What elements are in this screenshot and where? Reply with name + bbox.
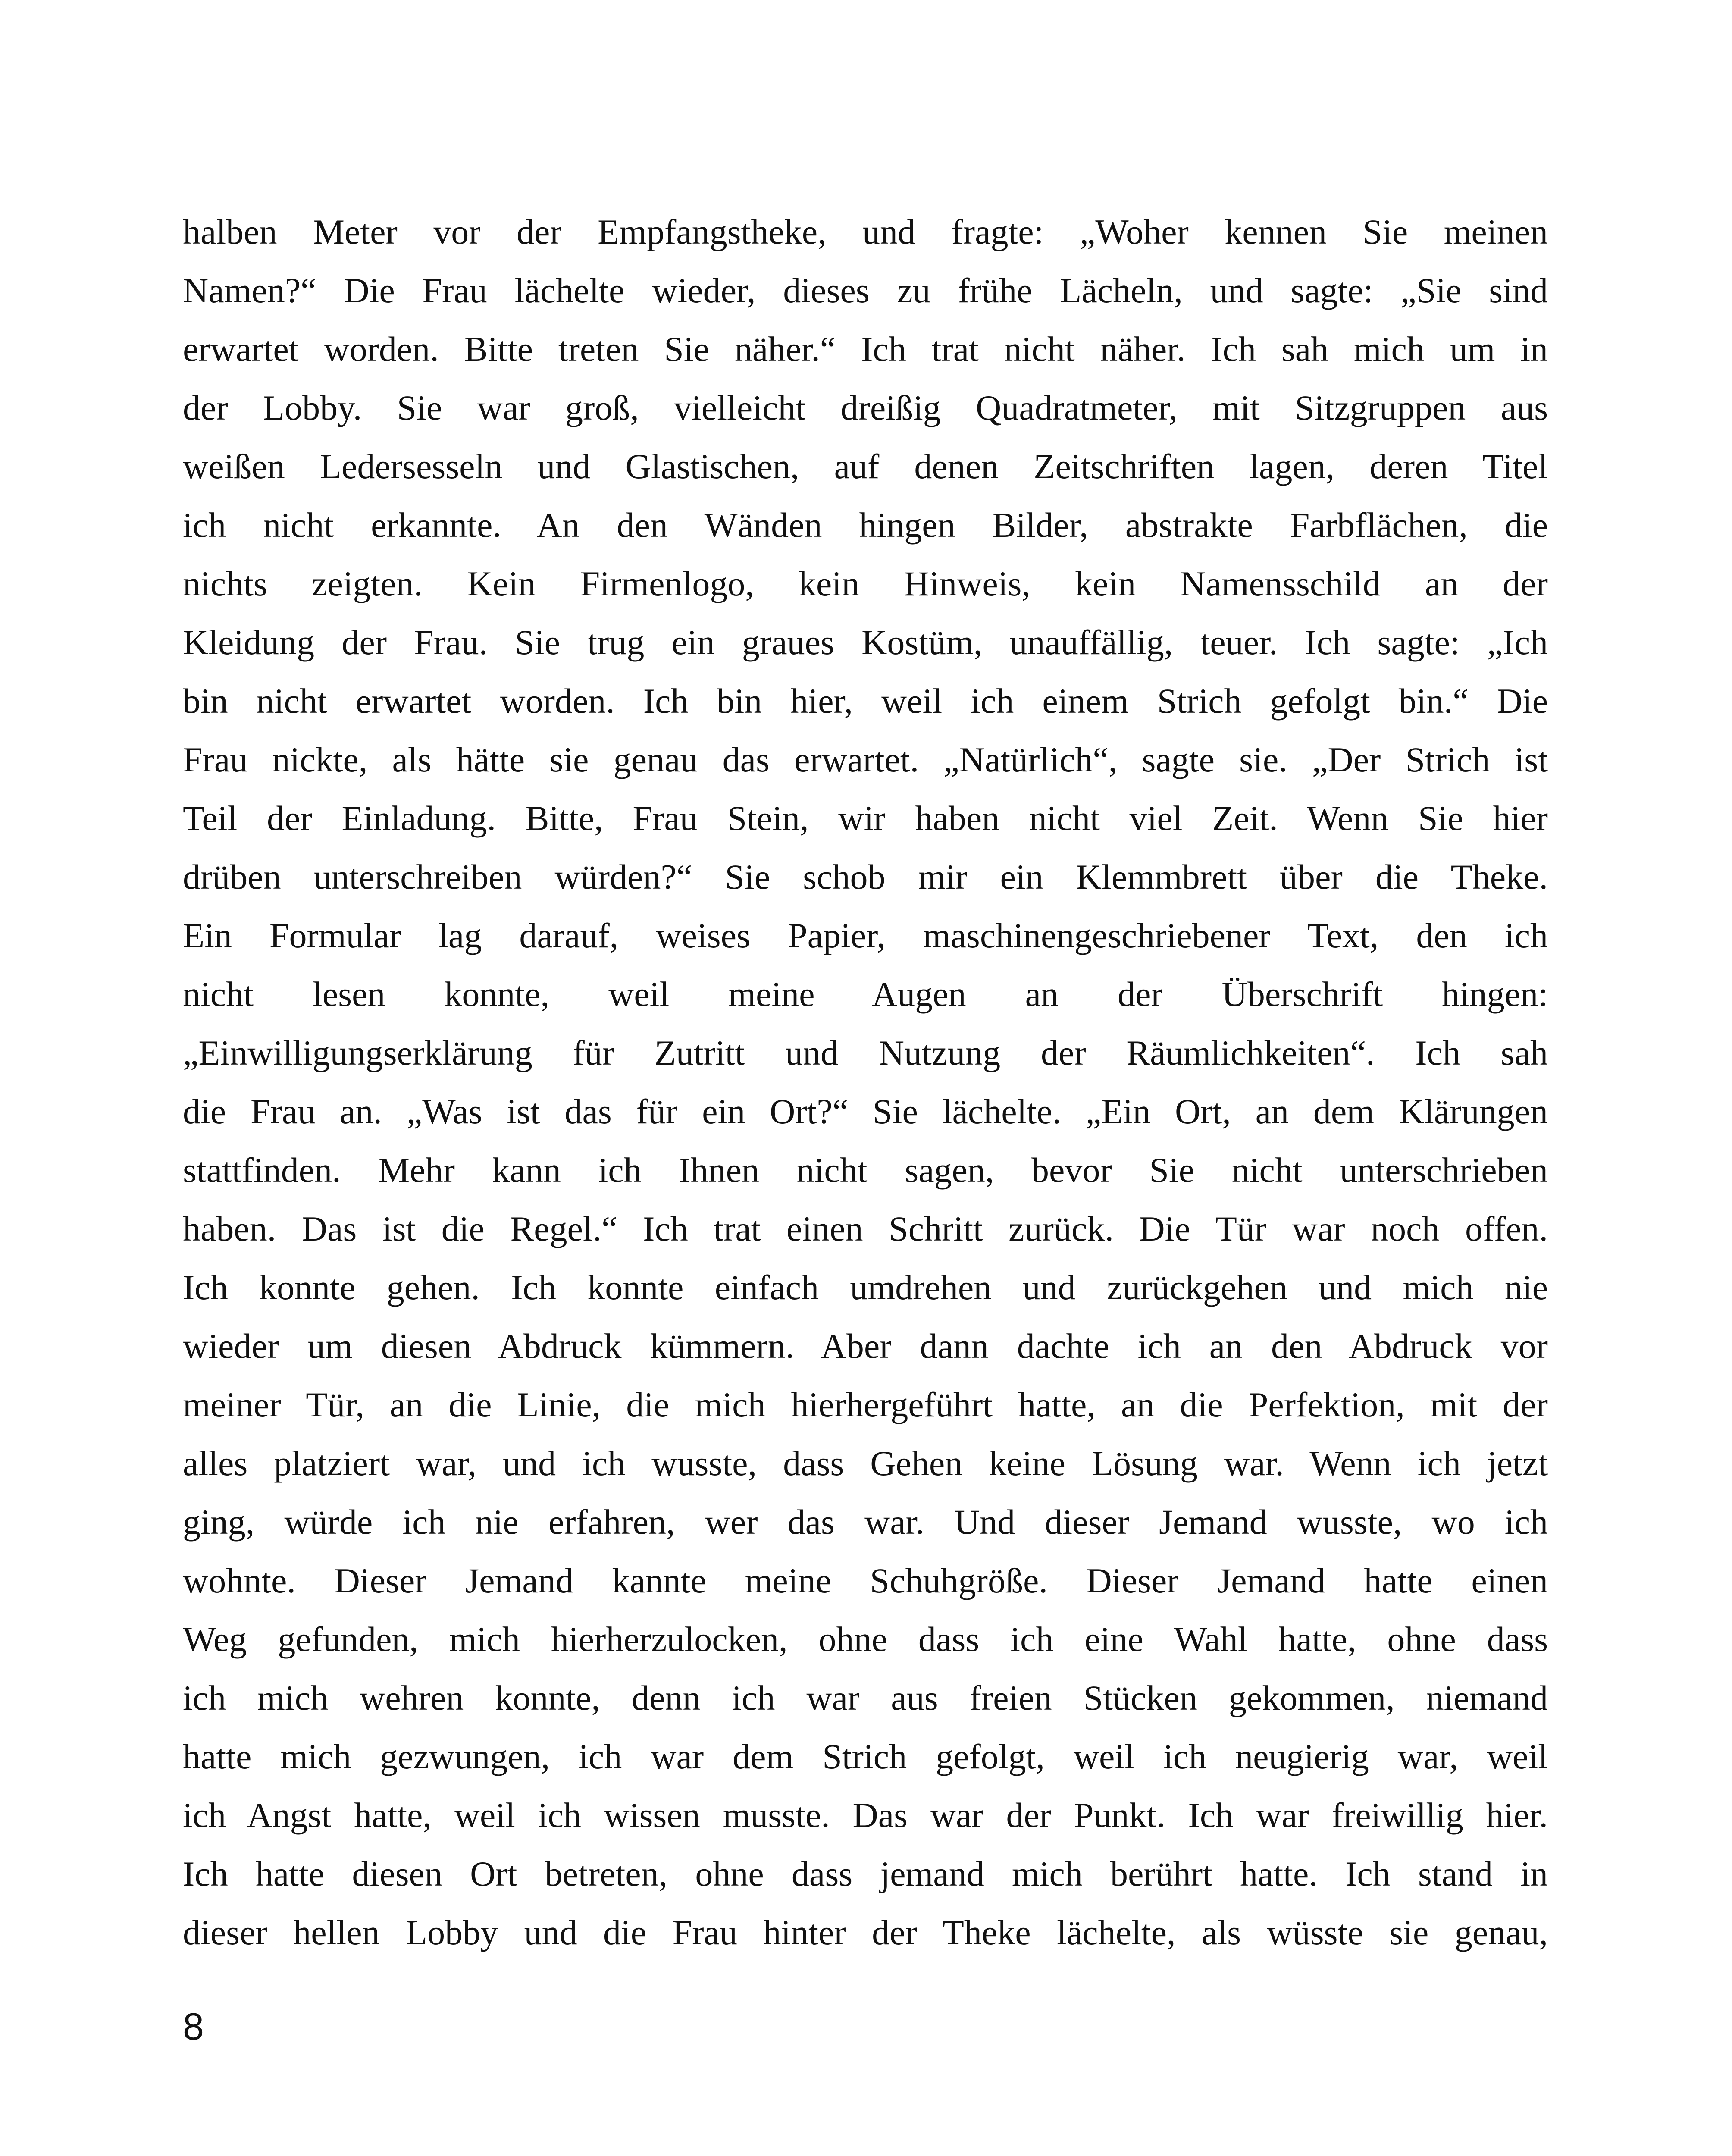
- text-line: meiner Tür, an die Linie, die mich hierhergeführt hatte, an die Perfektion, mit der: [183, 1385, 1548, 1424]
- text-line: Namen?“ Die Frau lächelte wieder, dieses zu frühe Lächeln, und sagte: „Sie sind: [183, 271, 1548, 310]
- text-line: Frau nickte, als hätte sie genau das erwartet. „Natürlich“, sagte sie. „Der Strich ist: [183, 740, 1548, 779]
- text-line: Ich konnte gehen. Ich konnte einfach umdrehen und zurückgehen und mich nie: [183, 1268, 1548, 1307]
- text-line: ich Angst hatte, weil ich wissen musste. Das war der Punkt. Ich war freiwillig hier.: [183, 1796, 1548, 1835]
- text-line: Kleidung der Frau. Sie trug ein graues Kostüm, unauffällig, teuer. Ich sagte: „Ich: [183, 623, 1548, 662]
- text-line: die Frau an. „Was ist das für ein Ort?“ Sie lächelte. „Ein Ort, an dem Klärungen: [183, 1092, 1548, 1131]
- text-line: dieser hellen Lobby und die Frau hinter der Theke lächelte, als wüsste sie genau,: [183, 1913, 1548, 1952]
- text-line: wohnte. Dieser Jemand kannte meine Schuhgröße. Dieser Jemand hatte einen: [183, 1561, 1548, 1600]
- page-number: 8: [183, 2005, 204, 2048]
- text-line: ich mich wehren konnte, denn ich war aus freien Stücken gekommen, niemand: [183, 1678, 1548, 1717]
- text-line: hatte mich gezwungen, ich war dem Strich gefolgt, weil ich neugierig war, weil: [183, 1737, 1548, 1776]
- text-line: der Lobby. Sie war groß, vielleicht dreißig Quadratmeter, mit Sitzgruppen aus: [183, 388, 1548, 427]
- text-line: halben Meter vor der Empfangstheke, und fragte: „Woher kennen Sie meinen: [183, 212, 1548, 251]
- text-line: bin nicht erwartet worden. Ich bin hier, weil ich einem Strich gefolgt bin.“ Die: [183, 681, 1548, 721]
- text-line: stattfinden. Mehr kann ich Ihnen nicht sagen, bevor Sie nicht unterschrieben: [183, 1150, 1548, 1190]
- text-line: nicht lesen konnte, weil meine Augen an der Überschrift hingen:: [183, 975, 1548, 1014]
- text-line: Teil der Einladung. Bitte, Frau Stein, wir haben nicht viel Zeit. Wenn Sie hier: [183, 799, 1548, 838]
- text-line: ich nicht erkannte. An den Wänden hingen Bilder, abstrakte Farbflächen, die: [183, 505, 1548, 545]
- text-line: haben. Das ist die Regel.“ Ich trat einen Schritt zurück. Die Tür war noch offen.: [183, 1209, 1548, 1248]
- text-line: erwartet worden. Bitte treten Sie näher.“ Ich trat nicht näher. Ich sah mich um in: [183, 329, 1548, 369]
- text-line: Ein Formular lag darauf, weises Papier, maschinengeschriebener Text, den ich: [183, 916, 1548, 955]
- text-line: alles platziert war, und ich wusste, dass Gehen keine Lösung war. Wenn ich jetzt: [183, 1444, 1548, 1483]
- text-line: Ich hatte diesen Ort betreten, ohne dass jemand mich berührt hatte. Ich stand in: [183, 1854, 1548, 1893]
- text-line: Weg gefunden, mich hierherzulocken, ohne dass ich eine Wahl hatte, ohne dass: [183, 1620, 1548, 1659]
- text-line: „Einwilligungserklärung für Zutritt und Nutzung der Räumlichkeiten“. Ich sah: [183, 1033, 1548, 1072]
- text-line: ging, würde ich nie erfahren, wer das war. Und dieser Jemand wusste, wo ich: [183, 1502, 1548, 1542]
- text-line: weißen Ledersesseln und Glastischen, auf denen Zeitschriften lagen, deren Titel: [183, 447, 1548, 486]
- text-line: wieder um diesen Abdruck kümmern. Aber dann dachte ich an den Abdruck vor: [183, 1326, 1548, 1366]
- text-line: drüben unterschreiben würden?“ Sie schob mir ein Klemmbrett über die Theke.: [183, 857, 1548, 896]
- text-line: nichts zeigten. Kein Firmenlogo, kein Hinweis, kein Namensschild an der: [183, 564, 1548, 603]
- body-text: [183, 203, 1548, 1962]
